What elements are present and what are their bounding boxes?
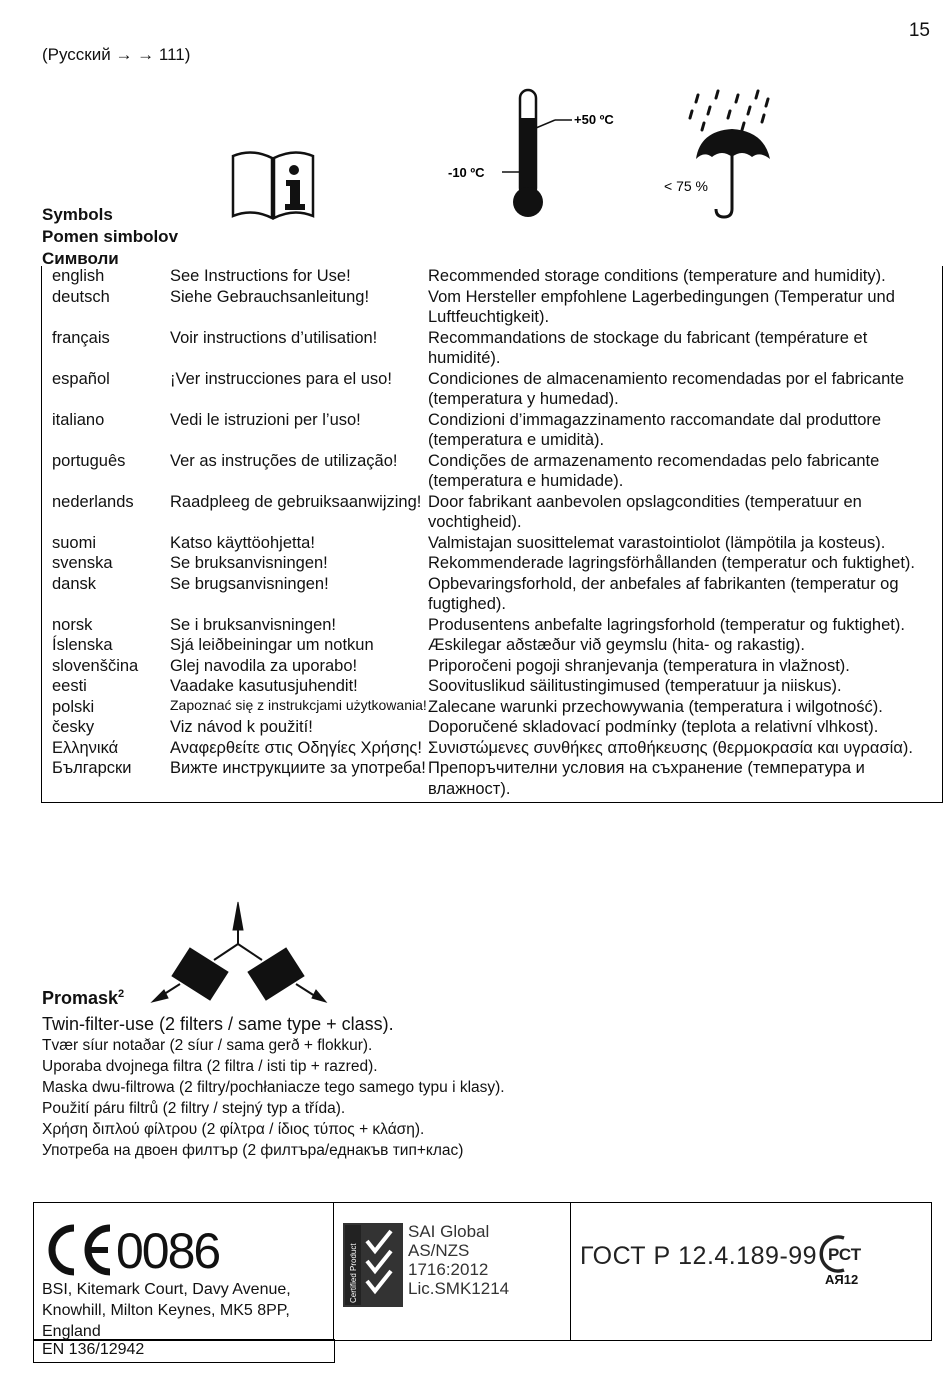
promask-line-czech: Použití páru filtrů (2 filtry / stejný typ a třída). (42, 1100, 346, 1117)
storage-conditions-cell: Produsentens anbefalte lagringsforhold (temperatur og fuktighet). (428, 615, 905, 634)
language-cell: Български (52, 759, 132, 777)
notified-body-number: 0086 (116, 1223, 220, 1279)
storage-conditions-cell: Priporočeni pogoji shranjevanja (temperatura in vlažnost). (428, 656, 850, 675)
storage-conditions-cell: Opbevaringsforhold, der anbefales af fabrikanten (temperatur og fugtighed). (428, 574, 899, 613)
instructions-cell: Siehe Gebrauchsanleitung! (170, 287, 370, 306)
sai-line: SAI Global (408, 1222, 490, 1241)
table-row (42, 676, 943, 697)
table-row (42, 266, 943, 287)
promask-title (42, 988, 124, 1009)
table-row (42, 656, 943, 677)
page-number: 15 (908, 20, 930, 41)
language-cell: português (52, 451, 126, 470)
humidity-label: < 75 % (664, 178, 708, 194)
language-cell: español (52, 369, 110, 388)
instructions-cell: Vaadake kasutusjuhendit! (170, 677, 358, 695)
instructions-cell: ¡Ver instrucciones para el uso! (170, 369, 392, 388)
table-row (42, 635, 943, 656)
table-row (42, 533, 943, 554)
language-cell: dansk (52, 574, 97, 593)
language-cell: eesti (52, 677, 87, 695)
storage-conditions-cell: Recommandations de stockage du fabricant (température et humidité). (428, 328, 868, 367)
language-cell: slovenščina (52, 656, 139, 675)
promask-name: Promask (42, 988, 119, 1008)
table-row (42, 574, 943, 615)
heading-bulgarian: Символи (42, 249, 119, 268)
storage-conditions-cell: Vom Hersteller empfohlene Lagerbedingungen (Temperatur und Luftfeuchtigkeit). (428, 287, 895, 326)
instructions-cell: Voir instructions d’utilisation! (170, 328, 378, 347)
language-cell: français (52, 328, 110, 347)
sai-badge-label: Certified Product (349, 1243, 358, 1303)
language-cell: polski (52, 697, 95, 716)
storage-conditions-cell: Valmistajan suosittelemat varastointiolot (lämpötila ja kosteus). (428, 533, 886, 552)
storage-conditions-cell: Soovituslikud säilitustingimused (temperatuur ja niiskus). (428, 677, 842, 695)
storage-conditions-cell: Condições de armazenamento recomendadas pelo fabricante (temperatura e humidade). (428, 451, 880, 490)
temp-low-label: -10 ºC (448, 165, 485, 180)
sai-line: 1716:2012 (408, 1260, 489, 1279)
promask-line-slovenian: Uporaba dvojnega filtra (2 filtra / isti tip + razred). (42, 1058, 378, 1075)
heading-slovenian: Pomen simbolov (42, 227, 179, 246)
instructions-cell: See Instructions for Use! (170, 267, 351, 285)
storage-conditions-cell: Æskilegar aðstæður við geymslu (hita- og rakastig). (428, 636, 805, 654)
storage-conditions-cell: Doporučené skladovací podmínky (teplota a relativní vlhkost). (428, 718, 879, 736)
gost-standard: ГОСТ Р 12.4.189-99 (580, 1242, 818, 1270)
notified-body-address (42, 1279, 291, 1342)
instructions-cell: Glej navodila za uporabo! (170, 656, 358, 675)
promask-superscript: 2 (118, 988, 125, 1000)
language-cell: svenska (52, 554, 113, 572)
symbols-table (41, 266, 943, 803)
sai-global-text (408, 1222, 509, 1298)
language-cell: italiano (52, 410, 105, 429)
instructions-cell: Vedi le istruzioni per l’uso! (170, 410, 361, 429)
storage-conditions-cell: Door fabrikant aanbevolen opslagcondities (temperatuur en vochtigheid). (428, 492, 862, 531)
table-row (42, 451, 943, 492)
promask-line-greek: Χρήση διπλού φίλτρου (2 φίλτρα / ίδιος τύπος + κλάση). (42, 1121, 425, 1138)
certification-divider (570, 1202, 571, 1340)
instructions-cell: Se i bruksanvisningen! (170, 615, 337, 634)
instructions-cell: Viz návod k použití! (170, 718, 313, 736)
table-row (42, 553, 943, 574)
storage-conditions-cell: Препоръчителни условия на съхранение (температура и влажност). (428, 759, 865, 798)
symbols-heading (42, 204, 178, 270)
promask-description (42, 1013, 505, 1161)
promask-line-polish: Maska dwu-filtrowa (2 filtry/pochłaniacze tego samego typu i klasy). (42, 1079, 505, 1096)
instructions-cell: Katso käyttöohjetta! (170, 533, 315, 552)
umbrella-rain-icon (660, 85, 780, 221)
language-cell: suomi (52, 533, 97, 552)
promask-line-bulgarian: Употреба на двоен филтър (2 филтъра/еднакъв тип+клас) (42, 1142, 464, 1159)
storage-conditions-cell: Συνιστώμενες συνθήκες αποθήκευσης (θερμοκρασία και υγρασία). (428, 738, 913, 757)
table-row (42, 615, 943, 636)
gost-mark-letters: РСТ (828, 1245, 862, 1264)
language-cell: česky (52, 718, 95, 736)
promask-line-english: Twin-filter-use (2 filters / same type + class). (42, 1014, 394, 1034)
instructions-cell: Se bruksanvisningen! (170, 554, 328, 572)
instructions-cell: Zapoznać się z instrukcjami użytkowania! (170, 696, 427, 713)
table-row (42, 717, 943, 738)
instructions-cell: Αναφερθείτε στις Οδηγίες Χρήσης! (170, 738, 422, 757)
address-line: England (42, 1323, 101, 1340)
thermometer-icon (440, 88, 630, 224)
sai-global-badge-icon (343, 1223, 403, 1307)
gost-code: АЯ12 (825, 1272, 859, 1287)
promask-line-icelandic: Tvær síur notaðar (2 síur / sama gerð + flokkur). (42, 1037, 373, 1054)
language-cell: nederlands (52, 492, 134, 511)
certification-divider (333, 1202, 334, 1340)
sai-line: AS/NZS (408, 1241, 470, 1260)
storage-conditions-cell: Zalecane warunki przechowywania (temperatura i wilgotność). (428, 697, 883, 716)
ce-mark-icon (42, 1224, 116, 1276)
storage-conditions-cell: Condizioni d’immagazzinamento raccomandate dal produttore (temperatura e umidità). (428, 410, 882, 449)
table-row (42, 287, 943, 328)
table-row (42, 697, 943, 718)
language-cell: english (52, 267, 105, 285)
twin-filter-icon (150, 900, 332, 1006)
instructions-book-icon (230, 150, 316, 222)
language-cell: Ελληνικά (52, 738, 119, 757)
storage-conditions-cell: Rekommenderade lagringsförhållanden (temperatur och fuktighet). (428, 554, 916, 572)
address-line: Knowhill, Milton Keynes, MK5 8PP, (42, 1302, 290, 1319)
instructions-cell: Sjá leiðbeiningar um notkun (170, 636, 374, 654)
gost-r-mark-icon (814, 1234, 876, 1274)
instructions-cell: Ver as instruções de utilização! (170, 451, 398, 470)
language-cell: norsk (52, 615, 93, 634)
heading-english: Symbols (42, 205, 113, 224)
language-cell: Íslenska (52, 636, 113, 654)
table-row (42, 738, 943, 759)
temp-high-label: +50 ºC (574, 112, 614, 127)
table-row (42, 758, 943, 803)
instructions-cell: Raadpleeg de gebruiksaanwijzing! (170, 492, 422, 511)
standard-number: EN 136/12942 (42, 1341, 145, 1358)
table-row (42, 328, 943, 369)
table-row (42, 410, 943, 451)
storage-conditions-cell: Recommended storage conditions (temperature and humidity). (428, 267, 886, 285)
language-cell: deutsch (52, 287, 110, 306)
table-row (42, 492, 943, 533)
table-row (42, 369, 943, 410)
address-line: BSI, Kitemark Court, Davy Avenue, (42, 1281, 291, 1298)
instructions-cell: Вижте инструкциите за употреба! (170, 759, 426, 777)
storage-conditions-cell: Condiciones de almacenamiento recomendadas por el fabricante (temperatura y humedad). (428, 369, 905, 408)
instructions-cell: Se brugsanvisningen! (170, 574, 329, 593)
sai-line: Lic.SMK1214 (408, 1279, 510, 1298)
language-reference: (Русский → → 111) (42, 45, 191, 64)
